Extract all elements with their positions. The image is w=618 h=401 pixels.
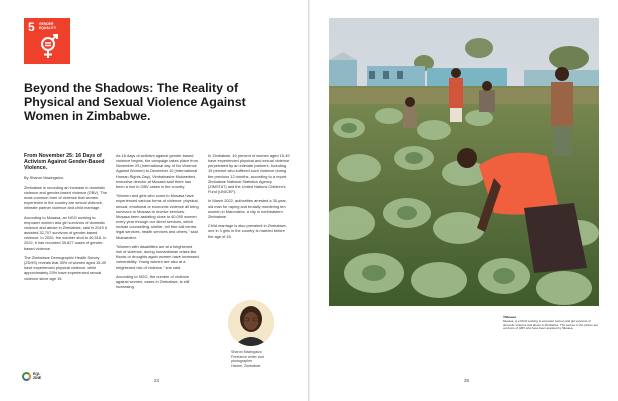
page-number-right: 25 (464, 378, 470, 383)
gender-equality-icon (37, 34, 59, 60)
garden-photo (329, 18, 599, 306)
photo-caption-body: Musasa, is a NGO working to empower women and girl survivors of domestic violence and abuse in Zimbabwe. The women in the picture are survivors of GBV who have been assisted by Musasa. (503, 318, 598, 331)
author-role: Freelance writer and (231, 354, 264, 359)
sdg-label: GENDER EQUALITY (39, 22, 57, 30)
article-paragraph: The Zimbabwe Demographic Health Survey (ZDHS) reveals that 35% of women aged 15-49 have experienced physical violence, while approximately 25% have experienced sexual violence since age 15. (24, 254, 106, 281)
author-role-cont: photographer (231, 359, 253, 364)
article-title: Beyond the Shadows: The Reality of Physical and Sexual Violence Against Women in Zimbabwe. (24, 81, 246, 123)
article-byline: By Sharon Mazingaizo. (24, 175, 65, 181)
magazine-logo-text: EQL ZINE (33, 372, 42, 380)
article-paragraph: “Women and girls who come to Musasa have experienced various forms of violence: physical, sexual, emotional or economic violence all bring survivors to Musasa to receive services. Musasa been assisting close to 40,000 women every year through our direct services, which include counselling, shelter, toll free call centre, legal services, health services and others,” said Mukwedeni. (116, 193, 199, 240)
article-paragraph: As 16 days of activism against gender-based violence begins, the campaign takes place from November 25 (International day of No Violence Against Women) to December 10 (International Human Rights Day), Vimbainashe Mukwedeni, executive director at Musasa said there has been a rise in GBV cases in the country. (116, 153, 198, 189)
author-location: Harare, Zimbabwe (231, 364, 261, 369)
article-column-1 (24, 153, 107, 285)
magazine-logo (22, 371, 48, 385)
author-portrait-icon (228, 300, 274, 346)
page-number-left: 24 (154, 378, 160, 383)
article-paragraph: Child marriage is also prevalent in Zimbabwe, one in 3 girls in the country is married before the age of 18. (208, 223, 287, 239)
article-subheading: From November 25: 16 Days of Activism Against Gender-Based Violence. (24, 153, 105, 172)
article-paragraph: Zimbabwe is recording an increase in domestic violence and gender-based violence (GBV). The most common form of violence that women experience in the country are sexual violence, intimate partner violence and child marriage. (24, 184, 107, 211)
magazine-logo-icon (22, 372, 31, 381)
photo-caption (503, 316, 601, 331)
article-paragraph: “Women with disabilities are at a heightened risk of violence, during humanitarian crises like floods or droughts again women have increased vulnerability. Young women are also at a heightened risk of violence,” she said. (116, 243, 199, 270)
author-name: Sharon Mazingaizo (231, 350, 262, 354)
author-portrait (228, 300, 274, 346)
article-column-2 (116, 153, 199, 294)
sdg-number: 5 (28, 20, 35, 34)
article-paragraph: According to Musasa, an NGO working to empower women and girl survivors of domestic violence and abuse in Zimbabwe, said in 2019 it assisted 32,707 survivors of gender-based violence. In 2020, the number shot to 40,518. In 2022, it has recorded 39,827 cases of gender-based violence. (24, 214, 107, 251)
right-page (310, 0, 618, 401)
article-column-3 (208, 153, 291, 243)
article-paragraph: According to NGO, the number of violence against women, cases in Zimbabwe, is still increasing. (116, 273, 190, 290)
article-paragraph: In Zimbabwe, 40 percent of women aged 15-49 have experienced physical and sexual violence perpetrated by an intimate partners, including 19 percent who suffered such violence during the previous 12 months, according to a report Zimbabwe National Statistics Agency (ZIMSTAT) and the United Nations Children's Fund (UNICEF). (208, 153, 290, 195)
sdg-badge (24, 18, 70, 64)
vegetable-garden-photo-icon (329, 18, 599, 306)
article-paragraph: In March 2022, authorities arrested a 30-year-old man for raping and brutally murdering ten women in Marondera, a city in northeastern Zimbabwe. (208, 198, 288, 219)
author-card (231, 350, 301, 369)
photo-caption-title: ©Musasa (503, 315, 516, 319)
